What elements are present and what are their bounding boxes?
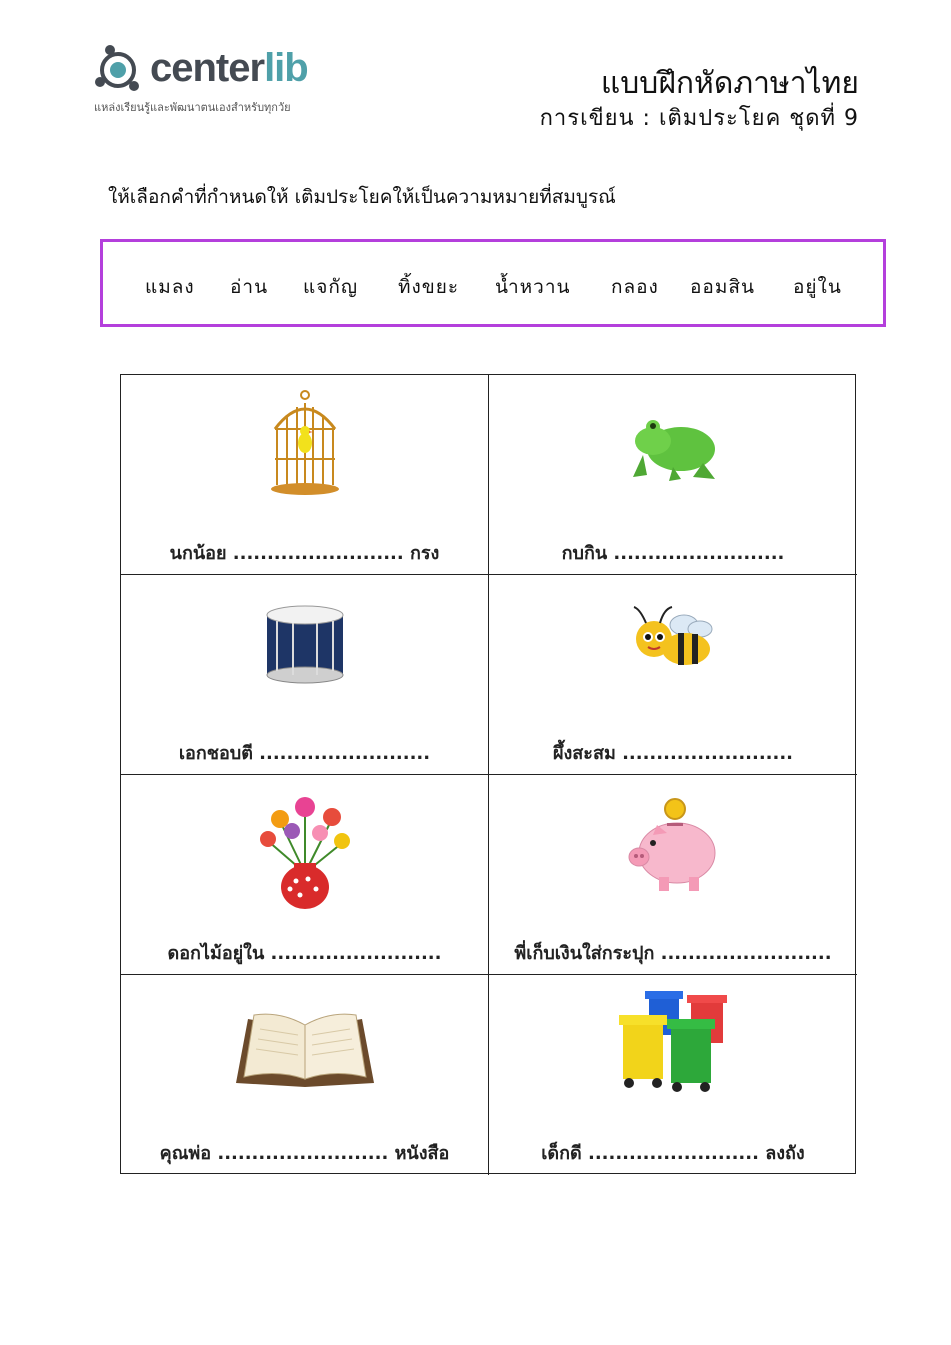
exercise-cell xyxy=(489,575,857,775)
exercise-sentence: พี่เก็บเงินใส่กระปุก ......................... xyxy=(514,943,832,964)
logo-text-main: center xyxy=(150,46,265,90)
exercise-sentence: เด็กดี ......................... ลงถัง xyxy=(541,1143,805,1164)
word-bank-item: กลอง xyxy=(611,276,659,298)
recycle-bins-icon xyxy=(613,987,733,1097)
open-book-icon xyxy=(230,1005,380,1089)
exercise-grid xyxy=(120,374,856,1174)
exercise-cell xyxy=(489,975,857,1175)
word-bank-item: แมลง xyxy=(145,276,195,298)
exercise-cell xyxy=(121,975,489,1175)
word-bank-item: ออมสิน xyxy=(690,276,755,298)
word-bank-item: อ่าน xyxy=(230,276,269,298)
logo-text-accent: lib xyxy=(264,46,308,90)
word-bank-item: แจกัญ xyxy=(303,276,359,298)
word-bank-item: อยู่ใน xyxy=(793,276,842,298)
exercise-cell xyxy=(121,375,489,575)
birdcage-icon xyxy=(265,389,345,499)
instruction-text: ให้เลือกคำที่กำหนดให้ เติมประโยคให้เป็นความหมายที่สมบูรณ์ xyxy=(108,186,616,208)
piggy-bank-icon xyxy=(623,797,723,897)
drum-icon xyxy=(263,601,347,691)
exercise-sentence: คุณพ่อ ......................... หนังสือ xyxy=(159,1143,450,1164)
word-bank-item: ทิ้งขยะ xyxy=(398,276,460,298)
flower-vase-icon xyxy=(250,791,360,911)
exercise-cell xyxy=(121,775,489,975)
exercise-sentence: ดอกไม้อยู่ใน ......................... xyxy=(167,943,442,964)
frog-icon xyxy=(623,405,723,485)
word-bank-box xyxy=(100,239,886,327)
exercise-cell xyxy=(121,575,489,775)
exercise-sentence: เอกชอบตี ......................... xyxy=(178,743,431,764)
page-subtitle: การเขียน : เติมประโยค ชุดที่ 9 xyxy=(539,106,859,131)
logo-wordmark xyxy=(150,44,308,92)
logo-mark-icon xyxy=(92,42,148,98)
exercise-sentence: กบกิน ......................... xyxy=(561,543,785,564)
page-title: แบบฝึกหัดภาษาไทย xyxy=(600,66,859,101)
exercise-cell xyxy=(489,375,857,575)
logo-tagline: แหล่งเรียนรู้และพัฒนาตนเองสำหรับทุกวัย xyxy=(94,101,291,114)
word-bank-item: น้ำหวาน xyxy=(495,276,571,298)
centerlib-logo xyxy=(92,40,342,120)
exercise-sentence: ผึ้งสะสม ......................... xyxy=(552,743,794,764)
exercise-cell xyxy=(489,775,857,975)
bee-icon xyxy=(628,601,718,681)
exercise-sentence: นกน้อย ......................... กรง xyxy=(169,543,440,564)
